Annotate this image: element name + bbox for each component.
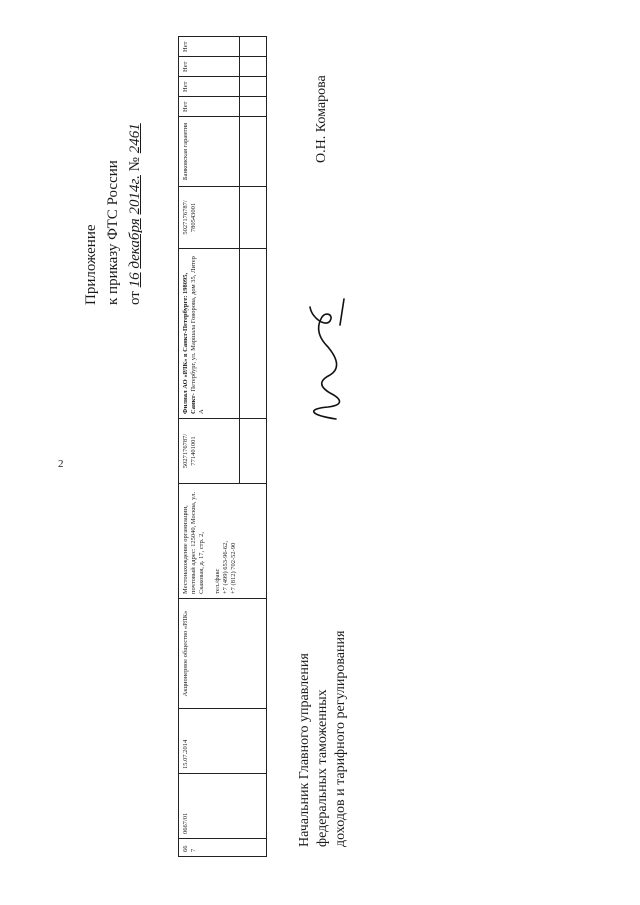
- cell-empty: [240, 37, 267, 57]
- appendix-header: [80, 123, 146, 305]
- branch-name: Филиал АО «РЛК» в Санкт-Петербурге: 198095, Санкт-: [182, 272, 197, 414]
- cell-empty: [240, 117, 267, 187]
- signatory-title: [296, 631, 350, 847]
- cell-index: 667: [179, 839, 267, 857]
- cell-date: 15.07.2014: [179, 709, 267, 774]
- cell-branch-inn-kpp: 5027176787/ 780543001: [179, 187, 240, 249]
- appendix-order-ref: к приказу ФТС России: [105, 160, 121, 305]
- signatory-line-2: федеральных таможенных: [315, 689, 330, 847]
- phone-label: тел./факс: [214, 568, 221, 594]
- signatory-line-3: доходов и тарифного регулирования: [333, 630, 348, 847]
- date-day: 16: [127, 272, 143, 288]
- cell-flag-a: Нет: [179, 97, 240, 117]
- location-address: Местонахождение организации, почтовый адрес: 125040, Москва, ул. Скаковая, д. 17, стр. 2,: [182, 492, 205, 594]
- signatory-line-1: Начальник Главного управления: [297, 653, 312, 847]
- cell-flag-b: Нет: [179, 77, 240, 97]
- cell-location: [179, 484, 267, 599]
- page-number: 2: [58, 458, 64, 470]
- appendix-title: Приложение: [83, 224, 99, 305]
- number-label: №: [127, 157, 143, 172]
- cell-reg-number: 0667/01: [179, 774, 267, 839]
- cell-org-name: Акционерное общество «РЛК»: [179, 599, 267, 709]
- table-row: [179, 37, 240, 857]
- cell-empty: [240, 187, 267, 249]
- phone-1: +7 (499) 653-96-62,: [222, 541, 229, 594]
- date-year: 2014г.: [127, 175, 143, 215]
- phone-2: +7 (812) 702-52-90: [230, 542, 237, 594]
- cell-guarantee: Банковская гарантия: [179, 117, 240, 187]
- cell-inn-kpp: 5027176787/ 771401001: [179, 419, 240, 484]
- cell-empty: [240, 97, 267, 117]
- cell-empty: [240, 419, 267, 484]
- cell-branch: [179, 249, 240, 419]
- cell-empty: [240, 57, 267, 77]
- cell-empty: [240, 77, 267, 97]
- branch-address: Петербург, ул. Маршала Говорова, дом 35, Литер А: [190, 256, 205, 414]
- signatory-name: О.Н. Комарова: [314, 75, 329, 163]
- appendix-date-line: [124, 123, 146, 305]
- registry-table: [178, 36, 267, 857]
- cell-empty: [240, 249, 267, 419]
- cell-flag-c: Нет: [179, 57, 240, 77]
- cell-flag-d: Нет: [179, 37, 240, 57]
- handwritten-signature: [300, 290, 350, 425]
- date-prefix: от: [127, 291, 143, 305]
- order-number: 2461: [127, 123, 143, 154]
- date-month: декабря: [127, 218, 143, 269]
